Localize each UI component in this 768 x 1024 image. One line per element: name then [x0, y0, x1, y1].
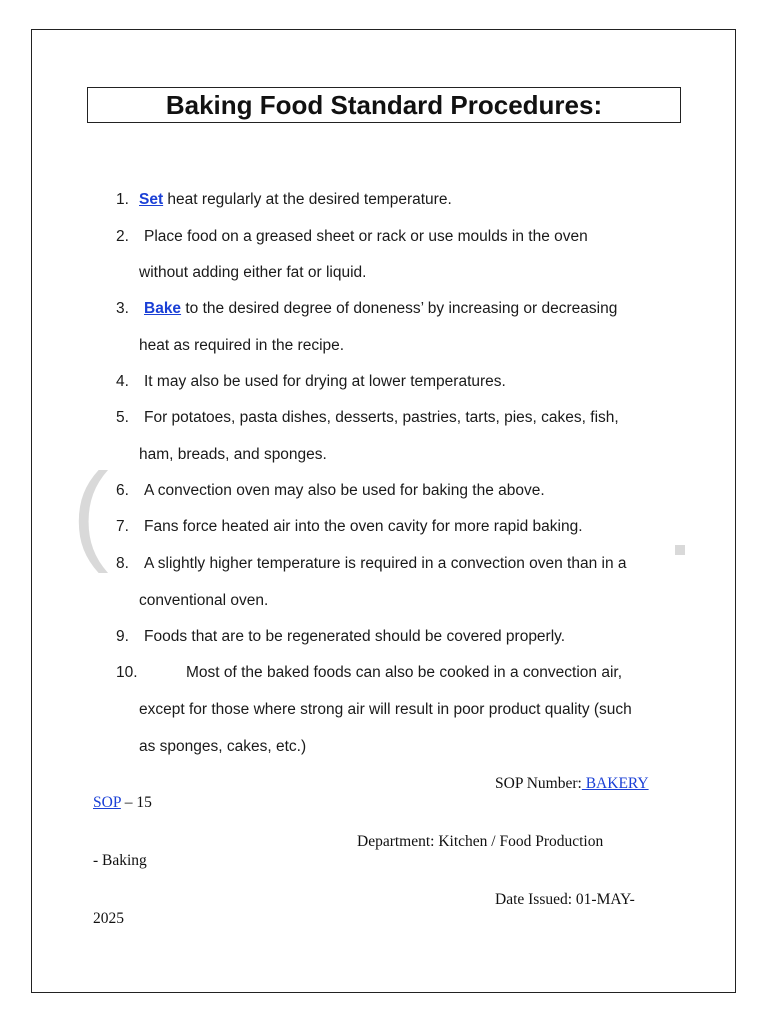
- item-number: 9.: [116, 628, 129, 645]
- watermark-dot: [675, 545, 685, 555]
- list-item: Most of the baked foods can also be cooked in a convection air,: [186, 664, 622, 681]
- department-cont: - Baking: [93, 852, 147, 869]
- item-number: 1.: [116, 191, 129, 208]
- sop-number-cont: [93, 793, 152, 813]
- list-item-continuation: ham, breads, and sponges.: [139, 446, 327, 463]
- item-number: 8.: [116, 555, 129, 572]
- list-item: For potatoes, pasta dishes, desserts, pastries, tarts, pies, cakes, fish,: [144, 409, 619, 426]
- sop-suffix: – 15: [120, 794, 152, 811]
- page-title: Baking Food Standard Procedures:: [165, 90, 603, 120]
- list-item: Place food on a greased sheet or rack or use moulds in the oven: [144, 228, 588, 245]
- item-number: 5.: [116, 409, 129, 426]
- sop-link-bakery[interactable]: BAKERY: [581, 775, 649, 792]
- list-item: Fans force heated air into the oven cavity for more rapid baking.: [144, 518, 583, 535]
- item-number: 3.: [116, 300, 129, 317]
- list-item-continuation: as sponges, cakes, etc.): [139, 738, 307, 755]
- list-item-continuation: heat as required in the recipe.: [139, 337, 345, 354]
- list-item: It may also be used for drying at lower temperatures.: [144, 373, 506, 390]
- list-item-continuation: conventional oven.: [139, 592, 269, 609]
- item-text: to the desired degree of doneness’ by increasing or decreasing: [181, 300, 618, 317]
- date-issued-label: Date Issued: 01-MAY-: [495, 891, 635, 908]
- date-issued-cont: 2025: [93, 910, 124, 927]
- item-number: 7.: [116, 518, 129, 535]
- list-item: A convection oven may also be used for baking the above.: [144, 482, 545, 499]
- watermark-bracket: (: [72, 451, 109, 574]
- keyword-link-set[interactable]: Set: [139, 191, 164, 208]
- list-item: [139, 190, 452, 210]
- department-label: Department: Kitchen / Food Production: [357, 833, 604, 850]
- keyword-link-bake[interactable]: Bake: [144, 300, 182, 317]
- list-item: A slightly higher temperature is required in a convection oven than in a: [144, 555, 627, 572]
- list-item: Foods that are to be regenerated should be covered properly.: [144, 628, 566, 645]
- sop-number: [495, 774, 649, 794]
- item-number: 6.: [116, 482, 129, 499]
- sop-label: SOP Number:: [495, 775, 582, 792]
- list-item: [144, 299, 617, 319]
- list-item-continuation: without adding either fat or liquid.: [139, 264, 367, 281]
- item-number: 4.: [116, 373, 129, 390]
- item-number: 10.: [116, 664, 138, 681]
- item-number: 2.: [116, 228, 129, 245]
- title-box: [87, 87, 681, 123]
- sop-link-sop[interactable]: SOP: [93, 794, 121, 811]
- item-text: heat regularly at the desired temperature.: [163, 191, 452, 208]
- list-item-continuation: except for those where strong air will result in poor product quality (such: [139, 701, 632, 718]
